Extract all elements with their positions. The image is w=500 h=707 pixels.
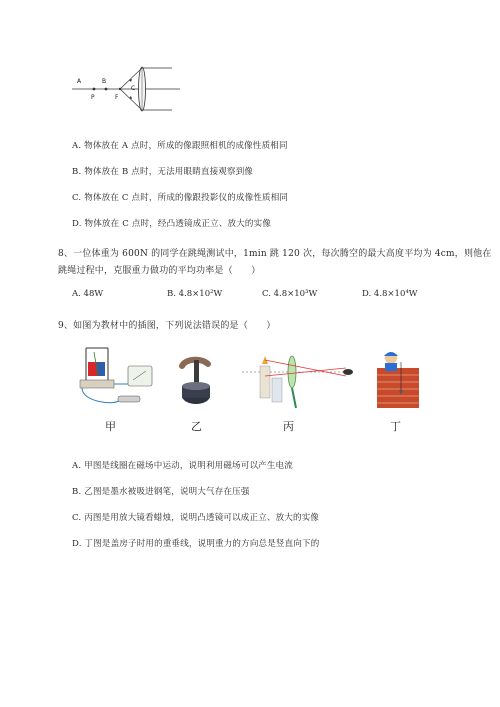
q8-option-c: C. 4.8×10³W [262,289,318,299]
q9-option-c: C. 丙图是用放大镜看蜡烛，说明凸透镜可以成正立、放大的实像 [72,513,320,523]
q8-option-a: A. 48W [72,289,104,299]
figure-jia-coil-magnet [70,340,160,410]
lens-label-p: P [91,94,95,101]
lens-label-b: B [102,78,107,85]
lens-ray-diagram [72,62,192,122]
q9-stem: 9、如图为教材中的插图，下列说法错误的是（ ） [58,321,276,331]
q7-option-b: B. 物体放在 B 点时，无法用眼睛直接观察到像 [72,167,254,177]
q7-option-a: A. 物体放在 A 点时，所成的像跟照相机的成像性质相同 [72,141,288,151]
q7-option-d: D. 物体放在 C 点时，经凸透镜成正立、放大的实像 [72,219,272,229]
figure-label-jia: 甲 [105,420,116,433]
q9-option-b: B. 乙图是墨水被吸进钢笔，说明大气存在压强 [72,487,250,497]
figure-label-bing: 丙 [283,420,294,433]
lens-label-a: A [77,78,82,85]
q9-option-a: A. 甲图是线圈在磁场中运动，说明利用磁场可以产生电流 [72,461,293,471]
figure-label-ding: 丁 [390,420,401,433]
q7-option-c: C. 物体放在 C 点时，所成的像跟投影仪的成像性质相同 [72,193,289,203]
figure-yi-fountain-pen [172,352,222,412]
lens-label-c: C [131,85,136,92]
q8-stem-line2: 跳绳过程中，克服重力做功的平均功率是（ ） [58,266,261,276]
figure-bing-candle-lens [242,352,357,412]
q8-option-d: D. 4.8×10⁴W [362,289,418,299]
q8-option-b: B. 4.8×10²W [167,289,223,299]
lens-label-f: F [115,94,119,101]
q8-stem-line1: 8、一位体重为 600N 的同学在跳绳测试中，1min 跳 120 次，每次腾空的最大高度平均为 4cm，则他在 [58,249,492,259]
figure-ding-plumb-line [373,350,423,410]
q9-option-d: D. 丁图是盖房子时用的重垂线，说明重力的方向总是竖直向下的 [72,539,320,549]
figure-label-yi: 乙 [191,420,202,433]
